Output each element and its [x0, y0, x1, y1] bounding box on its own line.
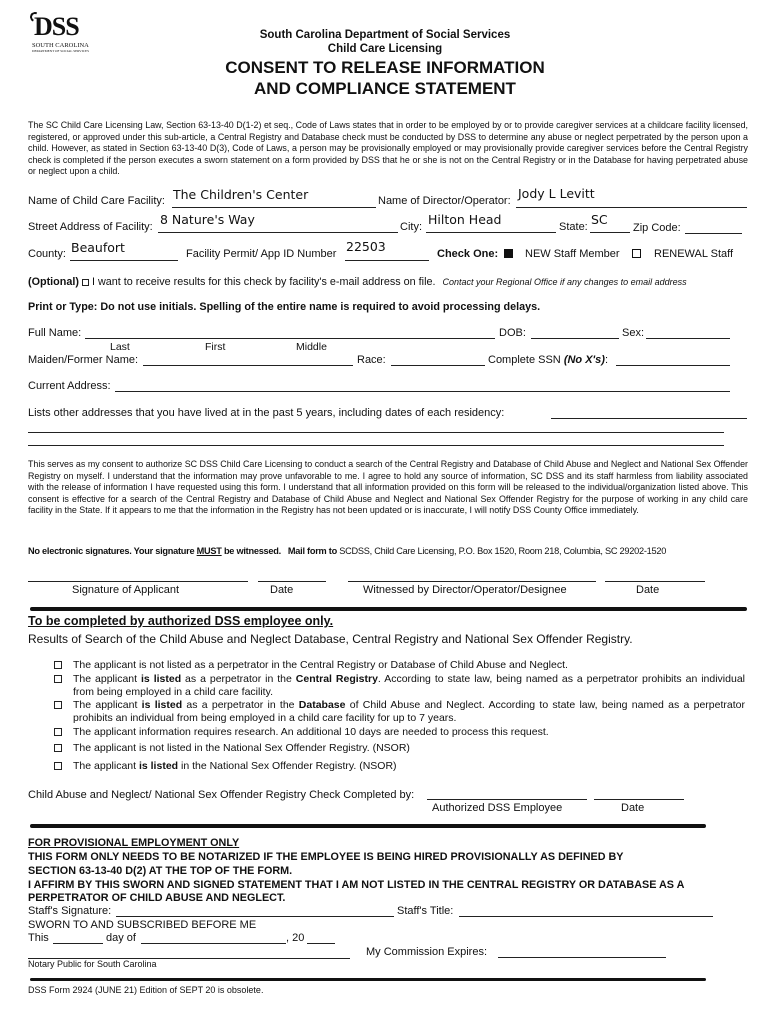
intro-paragraph: The SC Child Care Licensing Law, Section 63-13-40 D(1-2) et seq., Code of Laws states that in order to be employed by or to provide caregiver services at a childcare facility licensed, registered, or approved under this sub-article, a Central Registry and Database check must be conducted by DSS to determine any abuse or neglect perpetrated by the person upon a child. However, as stated in Section 63-13-40 D(3), Code of Laws, a person may be provisionally employed or may provisionally provide caregiver services before the Central Registry check is completed if the person executes a sworn statement on a form provided by DSS that he or she is not on the Central Registry or in the Database for having perpetrated abuse or neglect upon a child.	[28, 120, 748, 177]
applicant-date-field[interactable]	[258, 570, 326, 582]
provisional-divider	[30, 824, 706, 828]
notary-caption: Notary Public for South Carolina	[28, 959, 157, 969]
result-checkbox-1[interactable]	[54, 661, 62, 669]
optional-prefix: (Optional)	[28, 276, 79, 288]
permit-label: Facility Permit/ App ID Number	[186, 248, 337, 260]
city-label: City:	[400, 221, 422, 233]
completed-by-label: Child Abuse and Neglect/ National Sex Offender Registry Check Completed by:	[28, 789, 415, 801]
other-addresses-label: Lists other addresses that you have lived at in the past 5 years, including dates of each residency:	[28, 407, 505, 419]
agency-name: South Carolina Department of Social Services	[259, 29, 511, 41]
ssn-field[interactable]	[616, 353, 730, 366]
dob-label: DOB:	[499, 327, 526, 339]
email-results-checkbox[interactable]	[82, 279, 89, 286]
witness-date-caption: Date	[636, 584, 660, 596]
this-label: This	[28, 932, 49, 944]
last-name-caption: Last	[110, 341, 130, 353]
full-name-label: Full Name:	[28, 327, 82, 339]
applicant-signature-caption: Signature of Applicant	[72, 584, 180, 596]
result-item-4: The applicant information requires research. An additional 10 days are needed to process this request.	[73, 726, 549, 738]
other-addresses-line3[interactable]	[28, 433, 724, 446]
provisional-heading: FOR PROVISIONAL EMPLOYMENT ONLY	[28, 837, 240, 849]
new-staff-checkbox[interactable]	[504, 249, 513, 258]
page-title-line2: AND COMPLIANCE STATEMENT	[254, 79, 516, 98]
commission-label: My Commission Expires:	[366, 946, 488, 958]
city-value: Hilton Head	[428, 212, 502, 227]
consent-paragraph: This serves as my consent to authorize SC DSS Child Care Licensing to conduct a search of the Central Registry and Database of Child Abuse and Neglect and National Sex Offender Registry on myself. I understand that the information may prove unfavorable to me. I agree to hold any source of information, SC DSS and its staff harmless from liability associated with the release of information I have requested using this form. I understand that all information provided on this form will be released to the individual/organization listed above. This consent is effective for a search of the Central Registry and Database of Child Abuse and Neglect and National Sex Offender Registry for the purpose of working in any child care facility in the State. If it appears to me that the information in the Registry has not been updated or is inaccurate, I will notify DSS County Office immediately.	[28, 459, 748, 516]
page-title: CONSENT TO RELEASE INFORMATION	[225, 58, 545, 77]
first-name-caption: First	[205, 341, 226, 353]
middle-name-caption: Middle	[296, 341, 327, 353]
race-label: Race:	[357, 354, 386, 366]
director-label: Name of Director/Operator:	[378, 195, 511, 207]
results-heading: Results of Search of the Child Abuse and Neglect Database, Central Registry and National Sex Offender Registry.	[28, 632, 633, 646]
county-value: Beaufort	[71, 240, 125, 255]
provisional-line1: THIS FORM ONLY NEEDS TO BE NOTARIZED IF THE EMPLOYEE IS BEING HIRED PROVISIONALLY AS DEFINED BY	[28, 851, 624, 863]
optional-email-row	[28, 276, 687, 288]
logo-sub1: SOUTH CAROLINA	[32, 42, 89, 49]
sex-label: Sex:	[622, 327, 645, 339]
ssn-label: Complete SSN (No X's):	[488, 354, 609, 366]
staff-signature-field[interactable]	[116, 904, 394, 917]
year-label: , 20	[286, 932, 305, 944]
state-value: SC	[591, 212, 608, 227]
dss-employee-caption: Authorized DSS Employee	[432, 802, 563, 814]
logo-text: DSS	[34, 12, 79, 41]
footer-divider	[30, 978, 706, 981]
maiden-name-field[interactable]	[143, 353, 353, 366]
witness-notice: No electronic signatures. Your signature MUST be witnessed. Mail form to SCDSS, Child Care Licensing, P.O. Box 1520, Room 218, Columbia, SC 29202-1520	[28, 546, 667, 556]
result-checkbox-6[interactable]	[54, 762, 62, 770]
facility-name-value: The Children's Center	[173, 187, 309, 202]
section-divider	[30, 607, 747, 611]
zip-label: Zip Code:	[633, 222, 681, 234]
result-checkbox-2[interactable]	[54, 675, 62, 683]
renewal-staff-label: RENEWAL Staff	[654, 248, 734, 260]
sex-field[interactable]	[646, 326, 730, 339]
notary-signature-field[interactable]	[28, 946, 350, 959]
result-item-1: The applicant is not listed as a perpetrator in the Central Registry or Database of Child Abuse and Neglect.	[73, 659, 568, 671]
sworn-statement: SWORN TO AND SUBSCRIBED BEFORE ME	[28, 919, 257, 931]
staff-title-label: Staff's Title:	[397, 905, 454, 917]
dob-field[interactable]	[531, 326, 619, 339]
result-item-5: The applicant is not listed in the National Sex Offender Registry. (NSOR)	[73, 742, 410, 754]
race-field[interactable]	[391, 353, 485, 366]
optional-text: I want to receive results for this check by facility's e-mail address on file.	[91, 276, 436, 288]
notary-month-field[interactable]	[141, 931, 286, 944]
other-addresses-line2[interactable]	[28, 420, 724, 433]
permit-value: 22503	[346, 239, 386, 254]
renewal-staff-checkbox[interactable]	[632, 249, 641, 258]
witness-date-field[interactable]	[605, 570, 705, 582]
full-name-field[interactable]	[85, 326, 495, 339]
county-label: County:	[28, 248, 66, 260]
day-of-label: day of	[106, 932, 136, 944]
dss-date-field[interactable]	[594, 787, 684, 800]
witness-signature-field[interactable]	[348, 570, 596, 582]
dss-date-caption: Date	[621, 802, 645, 814]
dss-employee-field[interactable]	[427, 787, 587, 800]
result-item-2: The applicant is listed as a perpetrator in the Central Registry. According to state law, being named as a perpetrator prohibits an individual from being employed in a child care facility.	[73, 673, 745, 698]
result-checkbox-3[interactable]	[54, 701, 62, 709]
applicant-signature-field[interactable]	[28, 570, 248, 582]
provisional-line2: SECTION 63-13-40 D(2) AT THE TOP OF THE FORM.	[28, 865, 293, 877]
new-staff-label: NEW Staff Member	[525, 248, 620, 260]
staff-signature-label: Staff's Signature:	[28, 905, 112, 917]
division-name: Child Care Licensing	[327, 43, 443, 55]
result-item-6: The applicant is listed in the National Sex Offender Registry. (NSOR)	[73, 760, 397, 772]
notary-year-field[interactable]	[307, 931, 335, 944]
staff-title-field[interactable]	[459, 904, 713, 917]
notary-day-field[interactable]	[53, 931, 103, 944]
result-checkbox-5[interactable]	[54, 744, 62, 752]
applicant-date-caption: Date	[270, 584, 294, 596]
provisional-line4: PERPETRATOR OF CHILD ABUSE AND NEGLECT.	[28, 892, 286, 904]
street-value: 8 Nature's Way	[160, 212, 255, 227]
check-one-label: Check One:	[437, 248, 499, 260]
director-value: Jody L Levitt	[518, 186, 595, 201]
current-address-field[interactable]	[115, 379, 730, 392]
facility-name-label: Name of Child Care Facility:	[28, 195, 165, 207]
print-instructions: Print or Type: Do not use initials. Spelling of the entire name is required to avoid processing delays.	[28, 301, 541, 313]
result-item-3: The applicant is listed as a perpetrator in the Database of Child Abuse and Neglect. According to state law, being named as a perpetrator prohibits an individual from being employed in a child care facility for up to 7 years.	[73, 699, 745, 724]
optional-note: Contact your Regional Office if any changes to email address	[442, 277, 687, 287]
zip-field[interactable]	[685, 220, 742, 234]
state-label: State:	[559, 221, 588, 233]
logo-sub2: DEPARTMENT OF SOCIAL SERVICES	[32, 49, 89, 53]
witness-caption: Witnessed by Director/Operator/Designee	[363, 584, 567, 596]
street-label: Street Address of Facility:	[28, 221, 153, 233]
other-addresses-field[interactable]	[551, 406, 747, 419]
form-footer: DSS Form 2924 (JUNE 21) Edition of SEPT 20 is obsolete.	[28, 985, 264, 995]
dss-section-heading: To be completed by authorized DSS employee only.	[28, 614, 334, 628]
commission-field[interactable]	[498, 945, 666, 958]
result-checkbox-4[interactable]	[54, 728, 62, 736]
provisional-line3: I AFFIRM BY THIS SWORN AND SIGNED STATEMENT THAT I AM NOT LISTED IN THE CENTRAL REGISTRY OR DATABASE AS A	[28, 879, 685, 891]
maiden-name-label: Maiden/Former Name:	[28, 354, 139, 366]
current-address-label: Current Address:	[28, 380, 111, 392]
